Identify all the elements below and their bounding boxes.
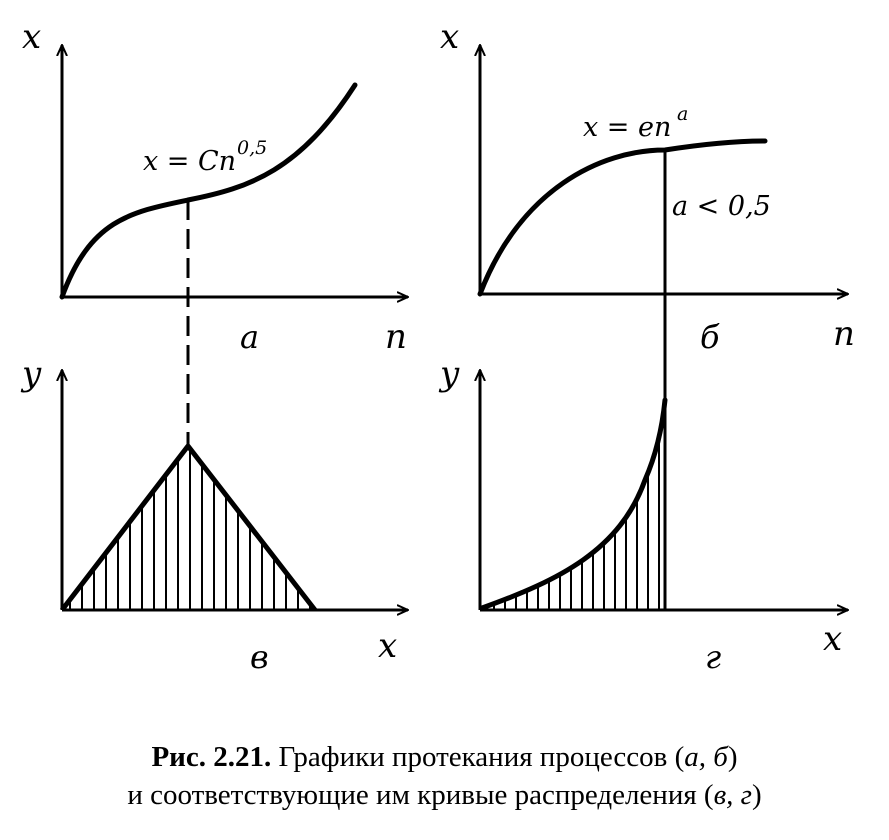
caption-line-1 bbox=[0, 738, 889, 776]
panel-v-hatching bbox=[70, 449, 310, 610]
panel-a-y-axis-label: x bbox=[22, 17, 42, 57]
panel-g-hatching bbox=[494, 438, 659, 610]
panel-b bbox=[440, 17, 855, 356]
panel-b-curve-label: x = en bbox=[583, 112, 672, 143]
caption-line-2-letters: в, г bbox=[713, 779, 752, 811]
panel-b-letter: б bbox=[700, 318, 720, 356]
panel-a-x-axis-label: n bbox=[385, 317, 407, 357]
caption-line-1-letters: а, б bbox=[684, 741, 728, 773]
panel-v-y-axis-label: y bbox=[22, 354, 42, 394]
caption-line-2-text: и соответствующие им кривые распределения ( bbox=[127, 779, 714, 811]
panel-b-curve-exponent: a bbox=[677, 103, 689, 125]
panel-b-x-axis-label: n bbox=[833, 314, 855, 354]
panel-b-condition-label: a < 0,5 bbox=[672, 191, 771, 222]
panel-a bbox=[22, 17, 408, 357]
panel-b-y-axis-label: x bbox=[440, 17, 460, 57]
panel-g-x-axis-label: x bbox=[823, 619, 843, 659]
panel-a-curve-label: x = Cn bbox=[143, 146, 237, 177]
panel-g-y-axis-label: y bbox=[440, 354, 460, 394]
panel-a-curve bbox=[62, 85, 355, 297]
panel-a-letter: а bbox=[240, 318, 260, 356]
panel-v-letter: в bbox=[250, 638, 269, 676]
panel-g-letter: г bbox=[705, 638, 722, 676]
figure-caption bbox=[0, 738, 889, 814]
panel-v bbox=[20, 354, 408, 676]
panel-a-curve-exponent: 0,5 bbox=[237, 137, 268, 159]
caption-line-1-text: Графики протекания процессов ( bbox=[278, 741, 685, 773]
caption-line-1-end: ) bbox=[727, 741, 738, 773]
caption-line-2 bbox=[0, 776, 889, 814]
panel-v-x-axis-label: x bbox=[378, 626, 398, 666]
caption-line-2-end: ) bbox=[752, 779, 762, 811]
caption-number: Рис. 2.21. bbox=[151, 741, 272, 773]
panel-g bbox=[438, 354, 848, 676]
panel-v-distribution-curve bbox=[62, 446, 315, 610]
